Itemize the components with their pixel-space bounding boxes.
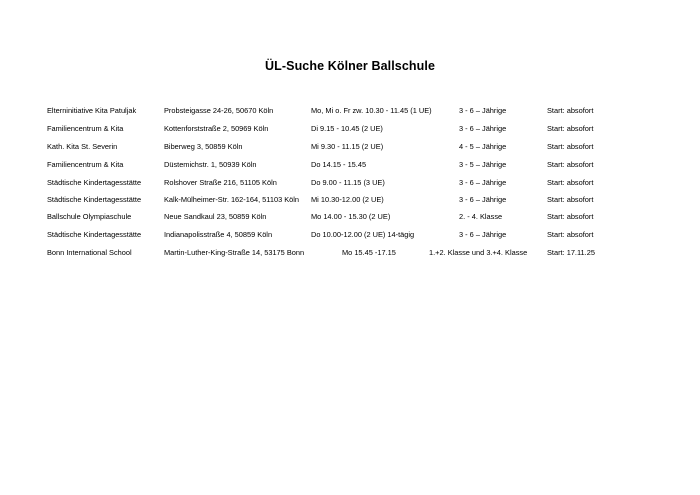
start-date: Start: 17.11.25	[547, 248, 595, 257]
table-row	[0, 122, 700, 136]
course-time: Do 10.00-12.00 (2 UE) 14-tägig	[311, 230, 415, 239]
table-row	[0, 193, 700, 207]
start-date: Start: absofort	[547, 212, 594, 221]
course-time: Di 9.15 - 10.45 (2 UE)	[311, 124, 383, 133]
table-row	[0, 104, 700, 118]
course-time: Mo, Mi o. Fr zw. 10.30 - 11.45 (1 UE)	[311, 106, 432, 115]
facility-name: Ballschule Olympiaschule	[47, 212, 132, 221]
course-time: Mi 9.30 - 11.15 (2 UE)	[311, 142, 384, 151]
age-group: 3 - 6 – Jährige	[459, 195, 507, 204]
facility-address: Probsteigasse 24-26, 50670 Köln	[164, 106, 274, 115]
start-date: Start: absofort	[547, 124, 594, 133]
age-group: 3 - 5 – Jährige	[459, 160, 507, 169]
age-group: 3 - 6 – Jährige	[459, 124, 507, 133]
course-time: Mo 14.00 - 15.30 (2 UE)	[311, 212, 391, 221]
document-title: ÜL-Suche Kölner Ballschule	[265, 59, 435, 73]
age-group: 2. - 4. Klasse	[459, 212, 503, 221]
table-row	[0, 246, 700, 260]
facility-name: Städtische Kindertagesstätte	[47, 178, 142, 187]
table-row	[0, 158, 700, 172]
age-group: 4 - 5 – Jährige	[459, 142, 507, 151]
facility-name: Familiencentrum & Kita	[47, 160, 124, 169]
facility-address: Kalk-Mülheimer-Str. 162-164, 51103 Köln	[164, 195, 300, 204]
table-row	[0, 176, 700, 190]
facility-name: Familiencentrum & Kita	[47, 124, 124, 133]
facility-address: Rolshover Straße 216, 51105 Köln	[164, 178, 277, 187]
start-date: Start: absofort	[547, 195, 594, 204]
facility-address: Kottenforststraße 2, 50969 Köln	[164, 124, 269, 133]
start-date: Start: absofort	[547, 160, 594, 169]
facility-name: Städtische Kindertagesstätte	[47, 195, 142, 204]
table-row	[0, 228, 700, 242]
facility-address: Martin-Luther-King-Straße 14, 53175 Bonn	[164, 248, 305, 257]
start-date: Start: absofort	[547, 142, 594, 151]
start-date: Start: absofort	[547, 106, 594, 115]
facility-name: Kath. Kita St. Severin	[47, 142, 118, 151]
table-row	[0, 140, 700, 154]
facility-address: Neue Sandkaul 23, 50859 Köln	[164, 212, 267, 221]
course-time: Mi 10.30-12.00 (2 UE)	[311, 195, 384, 204]
facility-name: Bonn International School	[47, 248, 132, 257]
facility-address: Indianapolisstraße 4, 50859 Köln	[164, 230, 273, 239]
start-date: Start: absofort	[547, 178, 594, 187]
course-time: Do 9.00 - 11.15 (3 UE)	[311, 178, 385, 187]
facility-name: Elterninitiative Kita Patuljak	[47, 106, 137, 115]
facility-name: Städtische Kindertagesstätte	[47, 230, 142, 239]
age-group: 3 - 6 – Jährige	[459, 106, 507, 115]
age-group: 1.+2. Klasse und 3.+4. Klasse	[429, 248, 528, 257]
age-group: 3 - 6 – Jährige	[459, 230, 507, 239]
age-group: 3 - 6 – Jährige	[459, 178, 507, 187]
course-time: Mo 15.45 -17.15	[342, 248, 396, 257]
facility-address: Biberweg 3, 50859 Köln	[164, 142, 243, 151]
course-time: Do 14.15 - 15.45	[311, 160, 367, 169]
table-row	[0, 210, 700, 224]
facility-address: Düstemichstr. 1, 50939 Köln	[164, 160, 257, 169]
start-date: Start: absofort	[547, 230, 594, 239]
